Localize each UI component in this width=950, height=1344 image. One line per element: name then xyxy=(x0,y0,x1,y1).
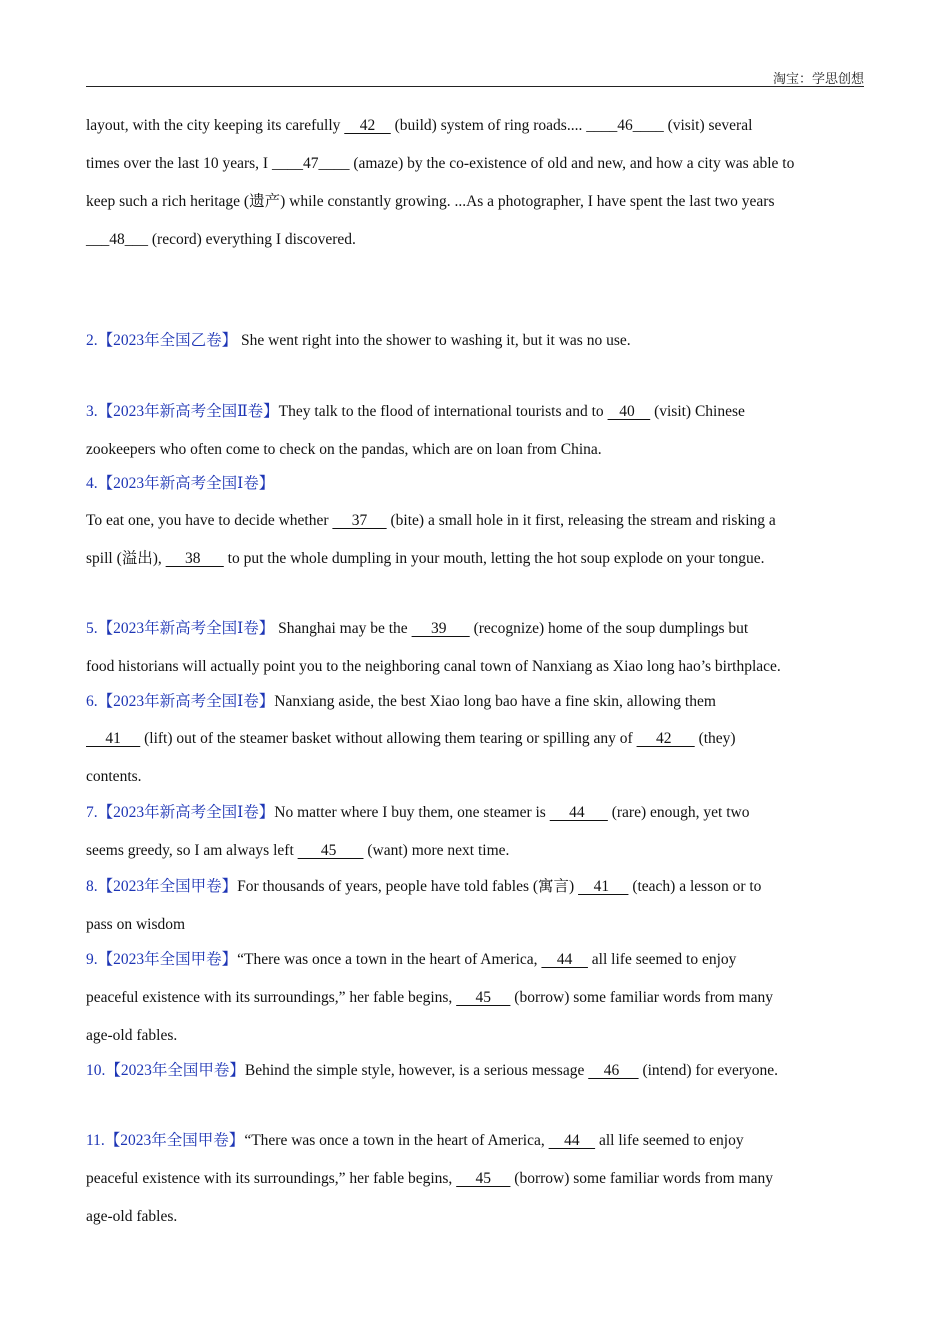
question-4: 4.【2023年新高考全国Ⅰ卷】 To eat one, you have to decide whether 37 (bite) a small hole in it first, releasing the stream and risking a spill (溢出), 38 to put the whole dumpling in your mouth, letting the hot soup explode on your tongue. xyxy=(86,475,776,567)
question-label: 10.【2023年全国甲卷】 xyxy=(86,1062,245,1079)
question-3: 3.【2023年新高考全国Ⅱ卷】They talk to the flood of international tourists and to 40 (visit) Chinese zookeepers who often come to check on the pandas, which are on loan from China. xyxy=(86,403,745,458)
intro-line-4: ___48___ (record) everything I discovered. xyxy=(86,231,356,248)
question-label: 6.【2023年新高考全国Ⅰ卷】 xyxy=(86,693,275,710)
blank-41: 41 xyxy=(578,878,629,895)
question-9: 9.【2023年全国甲卷】“There was once a town in the heart of America, 44 all life seemed to enjoy peaceful existence with its surroundings,” her fable begins, 45 (borrow) some familiar words from many age-old fables. xyxy=(86,951,773,1044)
question-7: 7.【2023年新高考全国Ⅰ卷】No matter where I buy them, one steamer is 44 (rare) enough, yet two seems greedy, so I am always left 45 (want) more next time. xyxy=(86,804,750,859)
blank-39: 39 xyxy=(411,620,470,637)
question-label: 11.【2023年全国甲卷】 xyxy=(86,1132,245,1149)
blank-48: ___48___ xyxy=(86,231,148,248)
blank-37: 37 xyxy=(332,512,387,529)
question-label: 2.【2023年全国乙卷】 xyxy=(86,332,238,349)
question-label: 8.【2023年全国甲卷】 xyxy=(86,878,238,895)
intro-line-2: times over the last 10 years, I ____47____ (amaze) by the co-existence of old and new, and how a city was able to xyxy=(86,155,795,172)
question-11: 11.【2023年全国甲卷】“There was once a town in the heart of America, 44 all life seemed to enjoy peaceful existence with its surroundings,” her fable begins, 45 (borrow) some familiar words from many age-old fables. xyxy=(86,1132,773,1225)
blank-41: 41 xyxy=(86,730,141,747)
question-label: 4.【2023年新高考全国Ⅰ卷】 xyxy=(86,475,275,492)
blank-42: 42 xyxy=(344,117,391,134)
blank-45: 45 xyxy=(297,842,364,859)
header-source-text: 淘宝：学思创想 xyxy=(772,71,864,86)
question-2: 2.【2023年全国乙卷】 She went right into the shower to washing it, but it was no use. xyxy=(86,332,631,349)
question-5: 5.【2023年新高考全国Ⅰ卷】 Shanghai may be the 39 (recognize) home of the soup dumplings but food historians will actually point you to the neighboring canal town of Nanxiang as Xiao long hao’s birthplace. xyxy=(86,620,781,675)
blank-42: 42 xyxy=(636,730,695,747)
question-8: 8.【2023年全国甲卷】For thousands of years, people have told fables (寓言) 41 (teach) a lesson or to pass on wisdom xyxy=(86,878,762,933)
question-10: 10.【2023年全国甲卷】Behind the simple style, however, is a serious message 46 (intend) for everyone. xyxy=(86,1062,779,1079)
blank-44: 44 xyxy=(541,951,588,968)
question-label: 7.【2023年新高考全国Ⅰ卷】 xyxy=(86,804,275,821)
question-label: 9.【2023年全国甲卷】 xyxy=(86,951,238,968)
blank-46: ____46____ xyxy=(586,117,664,134)
blank-45: 45 xyxy=(456,989,511,1006)
intro-line-1: layout, with the city keeping its carefully 42 (build) system of ring roads.... ____46____ (visit) several xyxy=(86,117,753,134)
blank-44: 44 xyxy=(548,1132,596,1149)
intro-passage xyxy=(86,107,864,259)
blank-44: 44 xyxy=(549,804,608,821)
blank-38: 38 xyxy=(165,550,224,567)
blank-47: ____47____ xyxy=(271,155,350,172)
blank-40: 40 xyxy=(607,403,651,420)
intro-line-3: keep such a rich heritage (遗产) while constantly growing. ...As a photographer, I have spent the last two years xyxy=(86,193,775,210)
blank-46: 46 xyxy=(588,1062,639,1079)
blank-45: 45 xyxy=(456,1170,511,1187)
question-label: 5.【2023年新高考全国Ⅰ卷】 xyxy=(86,620,275,637)
question-6: 6.【2023年新高考全国Ⅰ卷】Nanxiang aside, the best Xiao long bao have a fine skin, allowing them 41 (lift) out of the steamer basket without allowing them tearing or spilling any of 42 (they) contents. xyxy=(86,693,736,785)
page-header xyxy=(86,66,864,87)
question-label: 3.【2023年新高考全国Ⅱ卷】 xyxy=(86,403,279,420)
